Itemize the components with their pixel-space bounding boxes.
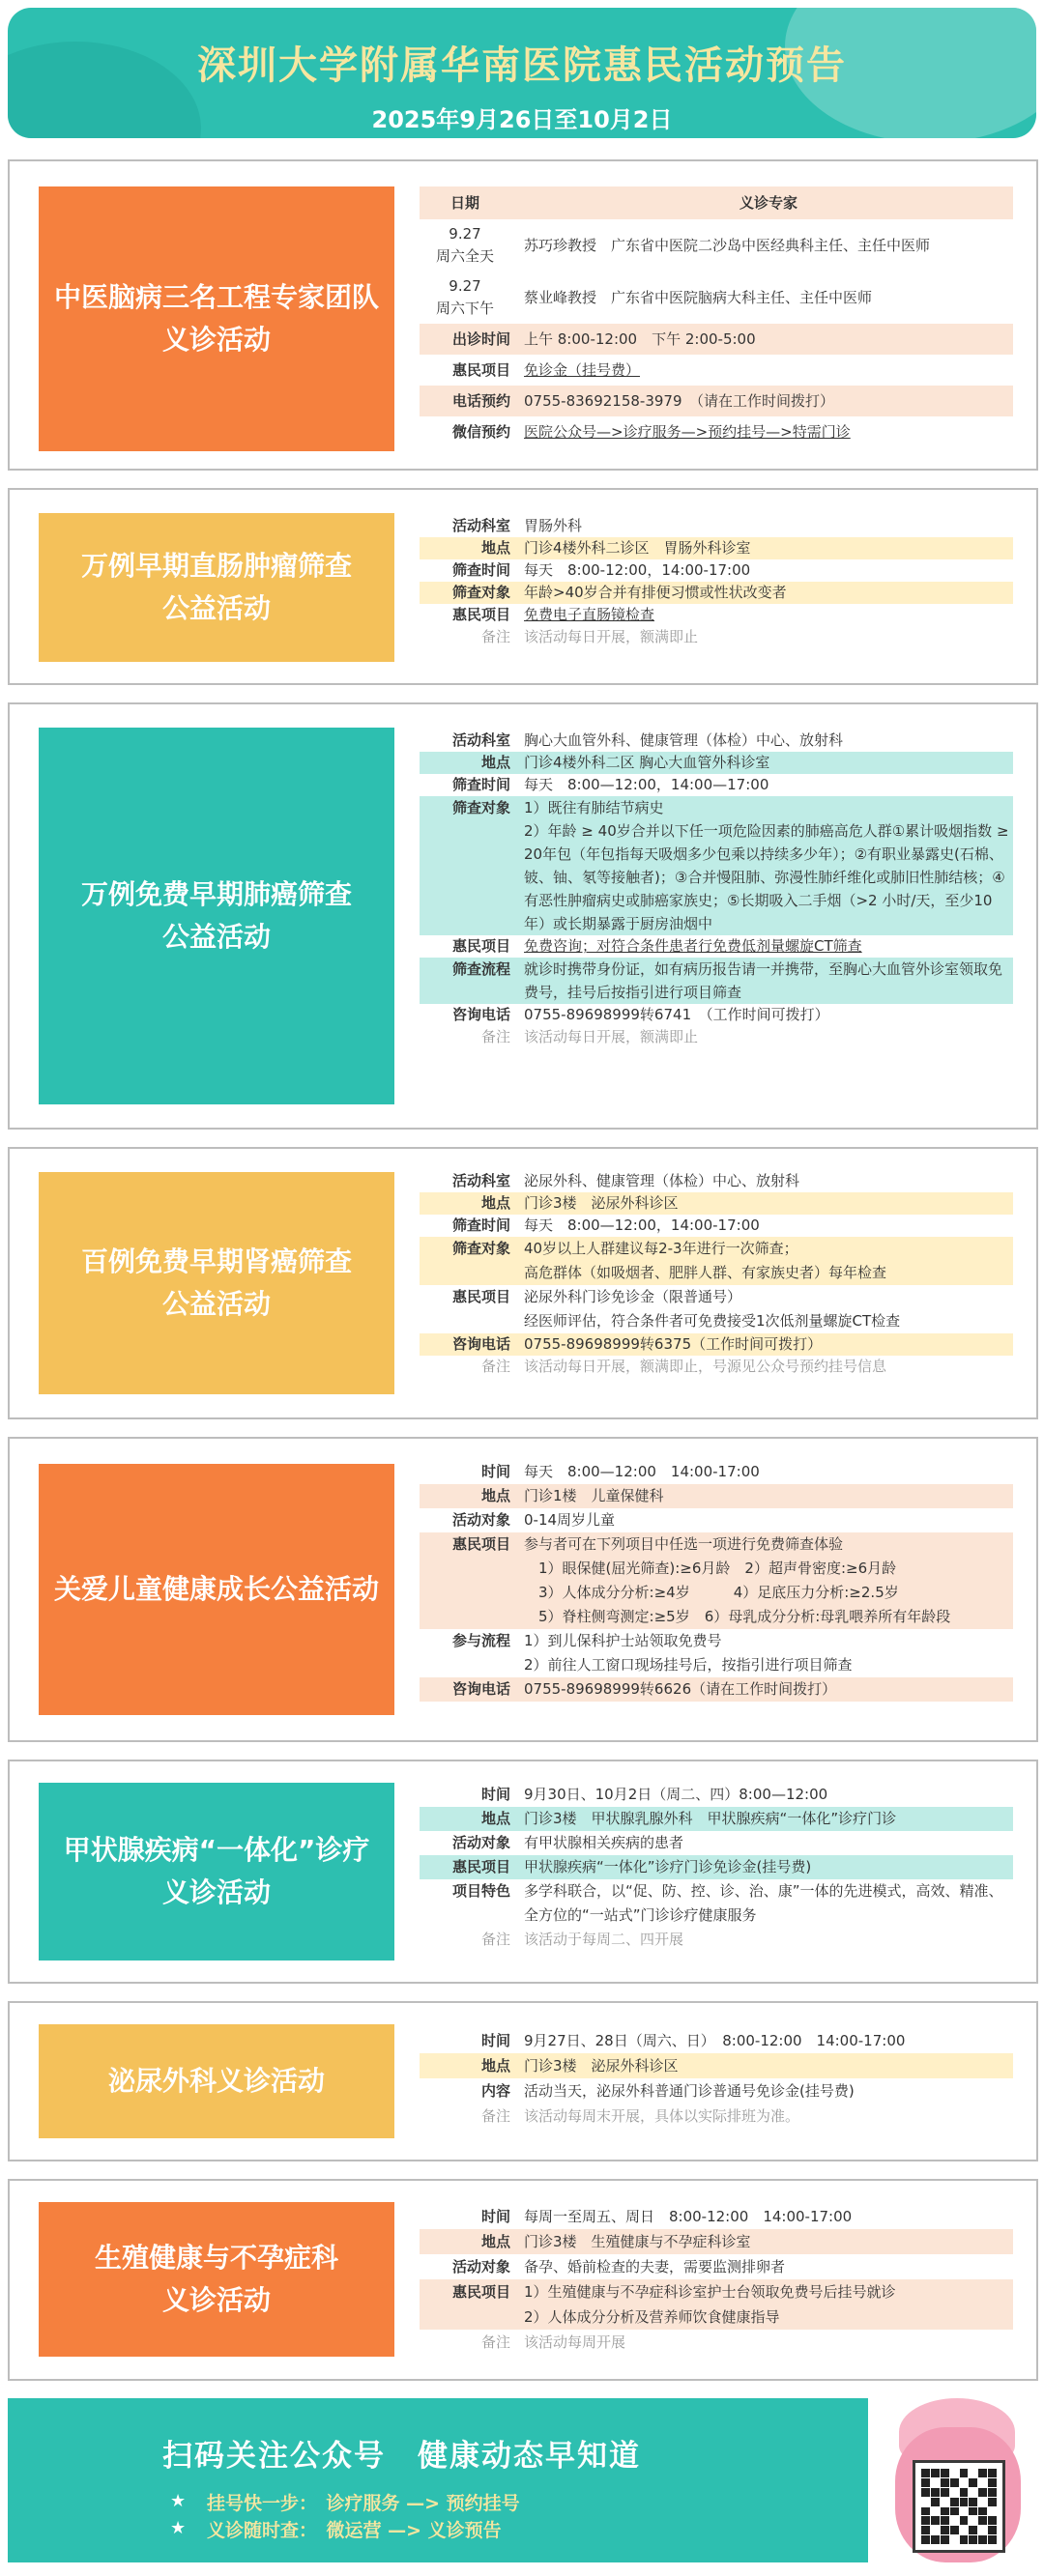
row-value: 0755-89698999转6375（工作时间可拨打）	[524, 1335, 823, 1353]
row-key: 咨询电话	[451, 1006, 510, 1023]
row-key: 惠民项目	[451, 606, 510, 623]
label-line: 生殖健康与不孕症科	[94, 2242, 338, 2274]
row-key: 项目特色	[451, 1882, 510, 1900]
table-row	[420, 2229, 1013, 2254]
section-label	[39, 728, 394, 1104]
table-row	[420, 1629, 1013, 1677]
row-value: 该活动每日开展，额满即止	[524, 1028, 699, 1045]
row-value: 多学科联合，以“促、防、控、诊、治、康”一体的先进模式，高效、精准、全方位的“一站式”门诊诊疗健康服务	[524, 1882, 1003, 1924]
row-value: 免诊金（挂号费）	[524, 361, 641, 379]
label-line: 义诊活动	[161, 1876, 271, 1908]
row-value: 活动当天，泌尿外科普通门诊普通号免诊金(挂号费)	[524, 2082, 855, 2100]
row-key: 时间	[480, 2032, 510, 2049]
info-rows	[420, 1460, 1013, 1702]
row-value: 免费电子直肠镜检查	[524, 606, 655, 623]
row-value: 胃肠外科	[524, 517, 583, 534]
row-value: 就诊时携带身份证，如有病历报告请一并携带，至胸心大血管外诊室领取免费号，挂号后按指引进行项目筛查	[524, 960, 1003, 1001]
table-row	[420, 2104, 1013, 2129]
table-row	[420, 559, 1013, 582]
row-value: 泌尿外科、健康管理（体检）中心、放射科	[524, 1172, 800, 1189]
row-value: 0755-89698999转6626（请在工作时间拨打）	[524, 1680, 837, 1698]
table-row	[420, 1460, 1013, 1484]
row-value: 蔡业峰教授 广东省中医院脑病大科主任、主任中医师	[524, 288, 873, 306]
section-kidney-screening	[8, 1147, 1038, 1419]
table-row	[420, 2279, 1013, 2330]
table-row	[420, 1928, 1013, 1952]
row-value: 9月27日、28日（周六、日） 8:00-12:00 14:00-17:00	[524, 2032, 906, 2049]
table-row	[420, 1484, 1013, 1508]
label-line: 中医脑病三名工程专家团队	[54, 281, 380, 313]
row-key: 备注	[480, 2107, 510, 2125]
row-key: 咨询电话	[451, 1680, 510, 1698]
row-key: 活动对象	[451, 1834, 510, 1851]
table-row	[420, 935, 1013, 958]
info-rows	[420, 2204, 1013, 2355]
table-row	[420, 2254, 1013, 2279]
row-value: 每周一至周五、周日 8:00-12:00 14:00-17:00	[524, 2208, 853, 2225]
table-row	[420, 1677, 1013, 1702]
row-value: 40岁以上人群建议每2-3年进行一次筛查； 高危群体（如吸烟者、肥胖人群、有家族史者）每年检查	[524, 1240, 887, 1281]
row-key: 惠民项目	[451, 1288, 510, 1305]
row-key: 咨询电话	[451, 1335, 510, 1353]
row-key: 活动对象	[451, 2258, 510, 2275]
row-key: 地点	[480, 1194, 510, 1212]
label-line: 百例免费早期肾癌筛查	[80, 1245, 352, 1277]
table-row	[420, 582, 1013, 604]
table-row	[420, 2204, 1013, 2229]
table-row	[420, 1215, 1013, 1237]
row-key: 惠民项目	[451, 937, 510, 955]
row-key: 9.27 周六下午	[435, 277, 494, 317]
row-key: 日期	[450, 194, 479, 212]
row-value: 该活动每日开展，额满即止，号源见公众号预约挂号信息	[524, 1358, 887, 1375]
row-value: 门诊3楼 泌尿外科诊区	[524, 1194, 679, 1212]
table-row	[420, 537, 1013, 559]
table-row	[420, 730, 1013, 752]
section-child-health	[8, 1437, 1038, 1742]
row-key: 筛查时间	[451, 1216, 510, 1234]
row-value: 有甲状腺相关疾病的患者	[524, 1834, 684, 1851]
row-value: 每天 8:00—12:00，14:00-17:00	[524, 1216, 760, 1234]
row-value: 每天 8:00-12:00，14:00-17:00	[524, 561, 751, 579]
label-line: 公益活动	[161, 1288, 271, 1320]
label-line: 义诊活动	[161, 2284, 271, 2316]
label-line: 万例免费早期肺癌筛查	[80, 878, 352, 910]
section-label	[39, 2024, 394, 2138]
row-value: 门诊3楼 甲状腺乳腺外科 甲状腺疾病“一体化”诊疗门诊	[524, 1810, 897, 1827]
section-label	[39, 2202, 394, 2357]
row-value: 门诊4楼外科二区 胸心大血管外科诊室	[524, 754, 770, 771]
section-label	[39, 513, 394, 662]
section-label	[39, 1783, 394, 1961]
table-row	[420, 1285, 1013, 1333]
table-row	[420, 1004, 1013, 1026]
row-key: 时间	[480, 1463, 510, 1480]
table-row	[420, 1333, 1013, 1356]
section-rectal-screening	[8, 488, 1038, 685]
table-row	[420, 1831, 1013, 1855]
row-key: 惠民项目	[451, 361, 510, 379]
info-rows	[420, 730, 1013, 1048]
table-row	[420, 1237, 1013, 1285]
table-row	[420, 355, 1013, 386]
table-row	[420, 2330, 1013, 2355]
row-value: 1）生殖健康与不孕症科诊室护士台领取免费号后挂号就诊 2）人体成分分析及营养师饮食健康指导	[524, 2283, 896, 2326]
row-value: 该活动于每周二、四开展	[524, 1931, 684, 1948]
label-line: 关爱儿童健康成长公益活动	[54, 1573, 380, 1605]
header-banner	[8, 8, 1036, 138]
row-value: 门诊3楼 泌尿外科诊区	[524, 2057, 679, 2075]
row-value: 义诊专家	[739, 194, 798, 212]
row-value: 苏巧珍教授 广东省中医院二沙岛中医经典科主任、主任中医师	[524, 236, 931, 254]
wechat-booking-link[interactable]: 医院公众号—>诊疗服务—>预约挂号—>特需门诊	[524, 423, 851, 441]
row-key: 筛查对象	[451, 799, 510, 816]
row-value: 门诊3楼 生殖健康与不孕症科诊室	[524, 2233, 751, 2250]
qr-code-icon	[913, 2460, 1005, 2553]
table-row	[420, 1783, 1013, 1807]
row-key: 惠民项目	[451, 1535, 510, 1553]
row-key: 活动科室	[451, 1172, 510, 1189]
label-line: 公益活动	[161, 921, 271, 953]
info-rows	[420, 2028, 1013, 2129]
date-range: 2025年9月26日至10月2日	[371, 106, 673, 133]
table-row	[420, 1356, 1013, 1378]
row-key: 筛查对象	[451, 1240, 510, 1257]
footer-title: 扫码关注公众号 健康动态早知道	[162, 2439, 641, 2474]
mascot-qr-code[interactable]	[880, 2389, 1039, 2572]
row-key: 筛查流程	[451, 960, 510, 978]
row-value: 每天 8:00—12:00，14:00—17:00	[524, 776, 769, 793]
row-value: 上午 8:00-12:00 下午 2:00-5:00	[524, 330, 756, 348]
page-title: 深圳大学附属华南医院惠民活动预告	[197, 43, 847, 88]
info-rows	[420, 1170, 1013, 1378]
row-key: 惠民项目	[451, 2283, 510, 2301]
row-key: 微信预约	[451, 423, 510, 441]
table-row	[420, 1879, 1013, 1928]
star-icon: ★	[170, 2518, 187, 2538]
row-value: 0-14周岁儿童	[524, 1511, 616, 1529]
row-value: 年龄>40岁合并有排便习惯或性状改变者	[524, 584, 787, 601]
row-value: 备孕、婚前检查的夫妻，需要监测排卵者	[524, 2258, 786, 2275]
section-lung-screening	[8, 702, 1038, 1130]
info-rows	[420, 186, 1013, 447]
footer-line-clinic: 义诊随时查： 微运营 —> 义诊预告	[207, 2520, 502, 2541]
row-value: 泌尿外科门诊免诊金（限普通号） 经医师评估，符合条件者可免费接受1次低剂量螺旋CT检查	[524, 1288, 901, 1330]
row-key: 筛查对象	[451, 584, 510, 601]
table-row	[420, 1026, 1013, 1048]
section-label	[39, 1172, 394, 1394]
table-row	[420, 1508, 1013, 1532]
row-key: 活动对象	[451, 1511, 510, 1529]
table-row	[420, 2053, 1013, 2078]
section-label	[39, 186, 394, 451]
table-row	[420, 515, 1013, 537]
row-key: 筛查时间	[451, 561, 510, 579]
table-row	[420, 1855, 1013, 1879]
label-line: 公益活动	[161, 592, 271, 624]
row-value: 该活动每周末开展，具体以实际排班为准。	[524, 2107, 800, 2125]
row-key: 地点	[480, 1487, 510, 1504]
table-row	[420, 219, 1013, 272]
row-key: 地点	[480, 2233, 510, 2250]
row-key: 内容	[480, 2082, 510, 2100]
row-key: 地点	[480, 754, 510, 771]
row-key: 备注	[480, 1931, 510, 1948]
row-value: 门诊4楼外科二诊区 胃肠外科诊室	[524, 539, 751, 557]
table-row	[420, 1532, 1013, 1629]
row-key: 活动科室	[451, 731, 510, 749]
row-key: 9.27 周六全天	[435, 225, 494, 265]
row-value: 该活动每日开展，额满即止	[524, 628, 699, 645]
info-rows	[420, 1783, 1013, 1952]
label-line: 万例早期直肠肿瘤筛查	[80, 550, 352, 582]
row-key: 备注	[480, 2333, 510, 2351]
row-key: 时间	[480, 1786, 510, 1803]
row-value: 0755-89698999转6741 （工作时间可拨打）	[524, 1006, 829, 1023]
row-key: 筛查时间	[451, 776, 510, 793]
table-row	[420, 272, 1013, 324]
table-row	[420, 416, 1013, 447]
row-key: 时间	[480, 2208, 510, 2225]
row-value: 胸心大血管外科、健康管理（体检）中心、放射科	[524, 731, 844, 749]
row-value: 甲状腺疾病“一体化”诊疗门诊免诊金(挂号费)	[524, 1858, 812, 1875]
table-row	[420, 1170, 1013, 1192]
label-line: 义诊活动	[161, 324, 271, 356]
section-thyroid	[8, 1760, 1038, 1984]
star-icon: ★	[170, 2491, 187, 2511]
row-value: 免费咨询；对符合条件患者行免费低剂量螺旋CT筛查	[524, 937, 862, 955]
row-value: 1）既往有肺结节病史 2）年龄 ≥ 40岁合并以下任一项危险因素的肺癌高危人群①累计吸烟指数 ≥ 20年包（年包指每天吸烟多少包乘以持续多少年）；②有职业暴露史(石棉、铍、铀、氡等接触者)；③合并慢阻肺、弥漫性肺纤维化或肺旧性肺结核；④有恶性肿瘤病史或肺癌家族史；⑤长期吸入二手烟（>2 小时/天，至少10年）或长期暴露于厨房油烟中	[524, 799, 1009, 932]
row-key: 电话预约	[451, 392, 510, 410]
table-row	[420, 2078, 1013, 2104]
table-row	[420, 774, 1013, 796]
table-row	[420, 1807, 1013, 1831]
label-line: 泌尿外科义诊活动	[107, 2065, 325, 2097]
info-rows	[420, 515, 1013, 648]
section-urology	[8, 2001, 1038, 2161]
row-key: 出诊时间	[451, 330, 510, 348]
footer-line-booking: 挂号快一步： 诊疗服务 —> 预约挂号	[207, 2493, 520, 2514]
row-value: 门诊1楼 儿童保健科	[524, 1487, 664, 1504]
table-row	[420, 386, 1013, 416]
row-key: 备注	[480, 1358, 510, 1375]
row-key: 备注	[480, 1028, 510, 1045]
section-label	[39, 1464, 394, 1715]
table-row	[420, 2028, 1013, 2053]
row-value: 0755-83692158-3979 （请在工作时间拨打）	[524, 392, 835, 410]
row-key: 备注	[480, 628, 510, 645]
table-row	[420, 958, 1013, 1004]
row-value: 1）到儿保科护士站领取免费号 2）前往人工窗口现场挂号后，按指引进行项目筛查	[524, 1632, 853, 1674]
table-row	[420, 752, 1013, 774]
footer-banner	[8, 2398, 868, 2562]
table-row	[420, 626, 1013, 648]
table-row	[420, 604, 1013, 626]
row-value: 9月30日、10月2日（周二、四）8:00—12:00	[524, 1786, 828, 1803]
section-reproductive	[8, 2179, 1038, 2381]
row-key: 活动科室	[451, 517, 510, 534]
row-value: 参与者可在下列项目中任选一项进行免费筛查体验 1）眼保健(屈光筛查):≥6月龄 2）超声骨密度:≥6月龄 3）人体成分分析:≥4岁 4）足底压力分析:≥2.5岁 5）脊柱侧弯测定:≥5岁 6）母乳成分分析:母乳喂养所有年龄段	[524, 1535, 951, 1625]
table-row	[420, 796, 1013, 935]
row-key: 地点	[480, 1810, 510, 1827]
row-key: 惠民项目	[451, 1858, 510, 1875]
row-key: 地点	[480, 2057, 510, 2075]
row-key: 地点	[480, 539, 510, 557]
row-key: 参与流程	[451, 1632, 510, 1649]
row-value: 每天 8:00—12:00 14:00-17:00	[524, 1463, 760, 1480]
table-header-row	[420, 186, 1013, 219]
label-line: 甲状腺疾病“一体化”诊疗	[63, 1834, 370, 1866]
table-row	[420, 324, 1013, 355]
section-tcm-brain	[8, 159, 1038, 471]
table-row	[420, 1192, 1013, 1215]
row-value: 该活动每周开展	[524, 2333, 626, 2351]
